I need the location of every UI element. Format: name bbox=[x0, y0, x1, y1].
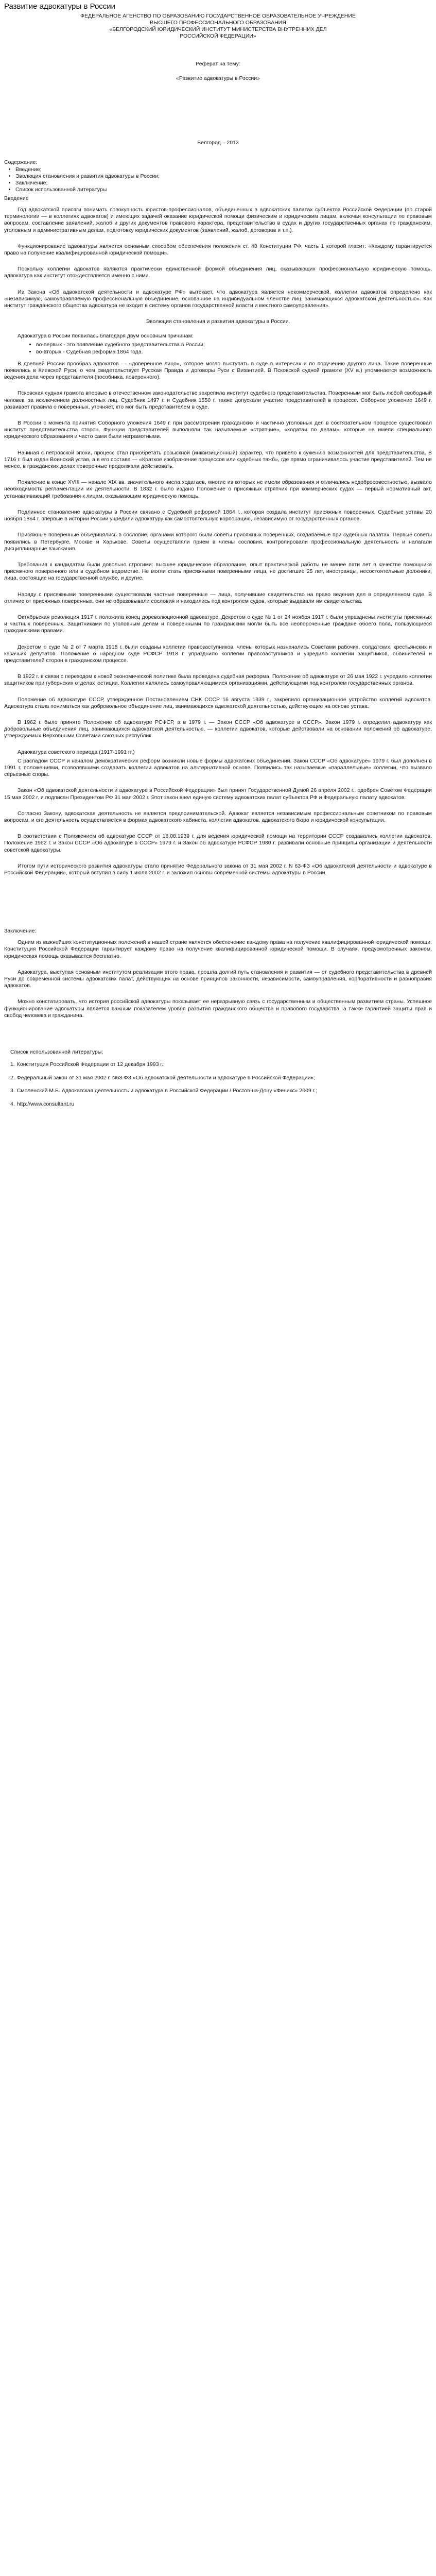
conclusion-paragraph: Можно констатировать, что история российской адвокатуры показывает ее неразрывную связь с государственным и общественным развитием страны. Успешное функционирование адвокатуры является важным показателем уровня развития гражданского общества и правового государства, а также гарантией защиты прав и свобод человека и гражданина. bbox=[4, 998, 432, 1019]
toc-item[interactable]: • Заключение; bbox=[15, 180, 432, 187]
list-item: • во-первых - это появление судебного представительства в России; bbox=[36, 342, 432, 348]
literature-link[interactable]: http://www.consultant.ru bbox=[16, 1100, 75, 1107]
section-paragraph: Декретом о суде № 2 от 7 марта 1918 г. были созданы коллегии правозаступников, члены которых назначались Советами рабочих, солдатских, крестьянских и казачьих депутатов. Положение о народном суде РСФСР 1918 г. упразднило коллегии правозаступников и учредило коллегии защитников, обвинителей и представителей сторон в гражданском процессе. bbox=[4, 643, 432, 664]
intro-paragraph: Год адвокатской присяги понимать совокупность юристов-профессионалов, объединенных в адвокатских палатах субъектов Российской Федерации (по старой терминологии — в коллегиях адвокатов) и имеющих задачей оказание юридической помощи физическим и юридическим лицам, включая консультации по правовым вопросам, составление заявлений, жалоб и других документов правового характера, представительство в судах и других государственных органах по гражданским, уголовным и административным делам, подготовку юридических документов (заявлений, жалоб, договоров и т.п.). bbox=[4, 207, 432, 233]
page-title: Развитие адвокатуры в России bbox=[4, 2, 116, 11]
intro-label: Введение bbox=[4, 195, 29, 201]
section-paragraph: Согласно Закону, адвокатская деятельность не является предпринимательской. Адвокат является независимым профессиональным советником по правовым вопросам, и его деятельность осуществляется в формах адвокатского кабинета, коллегии адвокатов, адвокатского бюро и юридической консультации. bbox=[4, 810, 432, 823]
city-year: Белгород – 2013 bbox=[197, 140, 239, 146]
ref-topic: Реферат на тему: bbox=[196, 61, 240, 67]
section-paragraph: Появление в конце XVIII — начале XIX вв. значительного числа ходатаев, многие из которых не имели образования и отличались недобросовестностью, вызвало необходимость регламентации их деятельности. В 1832 г. было издано Положение о присяжных стряпчих при коммерческих судах — первый нормативный акт, устанавливающий требования к лицам, оказывающим юридическую помощь. bbox=[4, 479, 432, 499]
section-paragraph: Положение об адвокатуре СССР, утвержденное Постановлением СНК СССР 16 августа 1939 г., закрепило организационное устройство коллегий адвокатов. Адвокатура стала пониматься как добровольное объединение лиц, занимающихся адвокатской деятельностью, действующее на основе устава. bbox=[4, 696, 432, 709]
section-paragraph: Итогом пути исторического развития адвокатуры стало принятие Федерального закона от 31 мая 2002 г. N 63-ФЗ «Об адвокатской деятельности и адвокатуре в Российской Федерации», который вступил в силу 1 июля 2002 г. и заложил основы современной системы адвокатуры в России. bbox=[4, 862, 432, 876]
toc-item[interactable]: • Эволюция становления и развития адвокатуры в России; bbox=[15, 173, 432, 180]
toc-item[interactable]: • Введение; bbox=[15, 166, 432, 173]
literature-item: 3. Смоленский М.Б. Адвокатская деятельность и адвокатура в Российской Федерации / Ростов-на-Дону «Феникс» 2009 г.; bbox=[10, 1088, 318, 1094]
literature-text: Смоленский М.Б. Адвокатская деятельность и адвокатура в Российской Федерации / Ростов-на-Дону «Феникс» 2009 г.; bbox=[16, 1088, 318, 1094]
section-paragraph: Наряду с присяжными поверенными существовали частные поверенные — лица, получившие свидетельство на право ведения дел в определенном суде. В отличие от присяжных поверенных, они не образовывали сословия и находились под контролем судов, которые выдавали им свидетельства. bbox=[4, 591, 432, 604]
literature-list bbox=[4, 1061, 432, 1108]
section-paragraph: Требования к кандидатам были довольно строгими: высшее юридическое образование, опыт практической работы не менее пяти лет в качестве помощника присяжного поверенного или в судебном ведомстве. Не могли стать присяжными поверенными лица, не достигшие 25 лет, иностранцы, несостоятельные должники, лица, состоящие на государственной службе, и другие. bbox=[4, 561, 432, 582]
section-paragraph: Присяжные поверенные объединялись в сословие, органами которого были советы присяжных поверенных, создаваемые при судебных палатах. Первые советы появились в Петербурге, Москве и Харькове. Советы осуществляли прием в члены сословия, контролировали профессиональную деятельность и налагали дисциплинарные взыскания. bbox=[4, 532, 432, 552]
ref-theme: «Развитие адвокатуры в России» bbox=[176, 75, 260, 81]
literature-title: Список использованной литературы: bbox=[10, 1049, 103, 1056]
section-paragraph: В 1922 г. в связи с переходом к новой экономической политике была проведена судебная реформа. Положение об адвокатуре от 26 мая 1922 г. учредило коллегии защитников при губернских отделах юстиции. Коллегии являлись самоуправляющимися организациями, действующими под контролем государственных органов. bbox=[4, 673, 432, 687]
literature-item: 2. Федеральный закон от 31 мая 2002 г. N63-ФЗ «Об адвокатской деятельности и адвокатуре в Российской Федерации»; bbox=[10, 1074, 316, 1081]
list-item: • во-вторых - Судебная реформа 1864 года. bbox=[36, 349, 432, 355]
section-paragraph: В древней России прообраз адвокатов — «доверенное лицо», которое могло выступать в суде в интересах и по поручению другого лица. Такие поверенные появились в Киевской Руси, о чем свидетельствует Русская Правда и договоры Руси с Византией. В Псковской судной грамоте (XV в.) упоминается возможность ведения дела через представителя (пособника, поверенного). bbox=[4, 360, 432, 381]
section-paragraph: В соответствии с Положением об адвокатуре СССР от 16.08.1939 г. для ведения юридической помощи на территории СССР создавались коллегии адвокатов. Положение 1962 г. и Закон СССР «Об адвокатуре в СССР» 1979 г. и Закон об адвокатуре РСФСР 1980 г. развивали основные принципы организации и деятельности советской адвокатуры. bbox=[4, 833, 432, 853]
section-subheading: Адвокатура советского периода (1917-1991 гг.) bbox=[18, 749, 135, 755]
conclusion-label: Заключение: bbox=[4, 928, 37, 935]
institution-header: ФЕДЕРАЛЬНОЕ АГЕНСТВО ПО ОБРАЗОВАНИЮ ГОСУДАРСТВЕННОЕ ОБРАЗОВАТЕЛЬНОЕ УЧРЕЖДЕНИЕ ВЫСШЕГО ПРОФЕССИОНАЛЬНОГО ОБРАЗОВАНИЯ «БЕЛГОРОДСКИЙ ЮРИДИЧЕСКИЙ ИНСТИТУТ МИНИСТЕРСТВА ВНУТРЕННИХ ДЕЛ РОССИЙСКОЙ ФЕДЕРАЦИИ» bbox=[80, 13, 356, 39]
section-paragraph: Октябрьская революция 1917 г. положила конец дореволюционной адвокатуре. Декретом о суде № 1 от 24 ноября 1917 г. были упразднены институты присяжных и частных поверенных. Защитниками по уголовным делам и поверенными по гражданским могли быть все неопороченные граждане обоего пола, пользующиеся гражданскими правами. bbox=[4, 614, 432, 634]
literature-text: Федеральный закон от 31 мая 2002 г. N63-ФЗ «Об адвокатской деятельности и адвокатуре в Российской Федерации»; bbox=[16, 1074, 316, 1081]
section-paragraph: Адвокатура в России появилась благодаря двум основным причинам: bbox=[18, 333, 194, 340]
conclusion-paragraph: Одним из важнейших конституционных положений в нашей стране является обеспечение каждому права на получение квалифицированной юридической помощи. Конституция Российской Федерации гарантирует каждому право на получение квалифицированной юридической помощи. В случаях, предусмотренных законом, юридическая помощь оказывается бесплатно. bbox=[4, 939, 432, 959]
reasons-list bbox=[4, 342, 432, 355]
intro-paragraph: Из Закона «Об адвокатской деятельности и адвокатуре РФ» вытекает, что адвокатура является некоммерческой, коллегии адвокатов определено как «независимую, самоуправляемую профессиональную объединение, основанное на индивидуальном членстве лиц, занимающихся адвокатской деятельностью». Как институт гражданского общества адвокатура не входит в систему органов государственной власти и местного самоуправления». bbox=[4, 289, 432, 309]
intro-paragraph: Функционирование адвокатуры является основным способом обеспечения положения ст. 48 Конституции РФ, часть 1 которой гласит: «Каждому гарантируется право на получение квалифицированной юридической помощи». bbox=[4, 243, 432, 257]
intro-paragraph: Поскольку коллегии адвокатов являются практически единственной формой объединения лиц, оказывающих профессиональную юридическую помощь, адвокатура как институт отождествляется именно с ними. bbox=[4, 266, 432, 279]
conclusion-paragraph: Адвокатура, выступая основным институтом реализации этого права, прошла долгий путь становления и развития — от судебного представительства в древней Руси до современной системы адвокатских палат, действующих на основе принципов законности, независимости, самоуправления, корпоративности и равноправия адвокатов. bbox=[4, 969, 432, 989]
section-paragraph: Начиная с петровской эпохи, процесс стал приобретать розыскной (инквизиционный) характер, что привело к сужению возможностей для представительства. В 1716 г. был издан Воинский устав, а в его составе — «Краткое изображение процессов или судебных тяжб», где прямо ограничивалось участие представителей. Тем не менее, в гражданских делах поверенные продолжали действовать. bbox=[4, 449, 432, 470]
section-paragraph: С распадом СССР и началом демократических реформ возникли новые формы адвокатских объединений. Закон СССР «Об адвокатуре» 1979 г. был дополнен в 1991 г. положениями, позволявшими создавать коллегии адвокатов на альтернативной основе. Появились так называемые «параллельные» коллегии, что вызвало серьезные споры. bbox=[4, 757, 432, 778]
literature-item: 4. http://www.consultant.ru bbox=[10, 1100, 75, 1107]
toc-list bbox=[4, 166, 432, 193]
section-heading: Эволюция становления и развития адвокатуры в России. bbox=[146, 318, 290, 325]
literature-item: 1. Конституция Российской Федерации от 12 декабря 1993 г.; bbox=[10, 1061, 165, 1068]
toc-title: Содержание: bbox=[4, 159, 38, 165]
spacer bbox=[4, 1028, 432, 1049]
toc-item[interactable]: • Список использованной литературы bbox=[15, 187, 432, 193]
spacer bbox=[4, 886, 432, 927]
literature-text: Конституция Российской Федерации от 12 декабря 1993 г.; bbox=[16, 1061, 165, 1068]
section-paragraph: Закон «Об адвокатской деятельности и адвокатуре в Российской Федерации» был принят Государственной Думой 26 апреля 2002 г., одобрен Советом Федерации 15 мая 2002 г. и подписан Президентом РФ 31 мая 2002 г. Этот закон ввел единую систему адвокатских палат субъектов РФ и Федеральную палату адвокатов. bbox=[4, 787, 432, 801]
section-paragraph: В России с момента принятия Соборного уложения 1649 г. при рассмотрении гражданских и частично уголовных дел в состязательном процессе существовал институт представительства сторон. Функции представителей выполняли так называемые «стряпчие», «ходатаи по делам», которые не имели специального юридического образования и часто сами были неграмотными. bbox=[4, 420, 432, 440]
section-paragraph: В 1962 г. было принято Положение об адвокатуре РСФСР, а в 1979 г. — Закон СССР «Об адвокатуре в СССР». Закон 1979 г. определил адвокатуру как добровольные объединения лиц, занимающихся адвокатской деятельностью, — коллегии адвокатов, которые действовали на основании положений об адвокатуре, утверждаемых Верховными Советами союзных республик. bbox=[4, 719, 432, 739]
section-paragraph: Псковская судная грамота впервые в отечественном законодательстве закрепила институт судебного представительства. Поверенным мог быть любой свободный человек, за исключением должностных лиц. Судебник 1497 г. и Судебник 1550 г. также допускали участие представителей в процессе. Соборное уложение 1649 г. развивает правила о поверенных, уточняет, кто мог быть представителем в суде. bbox=[4, 390, 432, 410]
document-page bbox=[0, 0, 436, 1124]
section-paragraph: Подлинное становление адвокатуры в России связано с Судебной реформой 1864 г., которая создала институт присяжных поверенных. Судебные уставы 20 ноября 1864 г. впервые в истории России учредили адвокатуру как самостоятельную корпорацию, независимую от государственных органов. bbox=[4, 509, 432, 522]
